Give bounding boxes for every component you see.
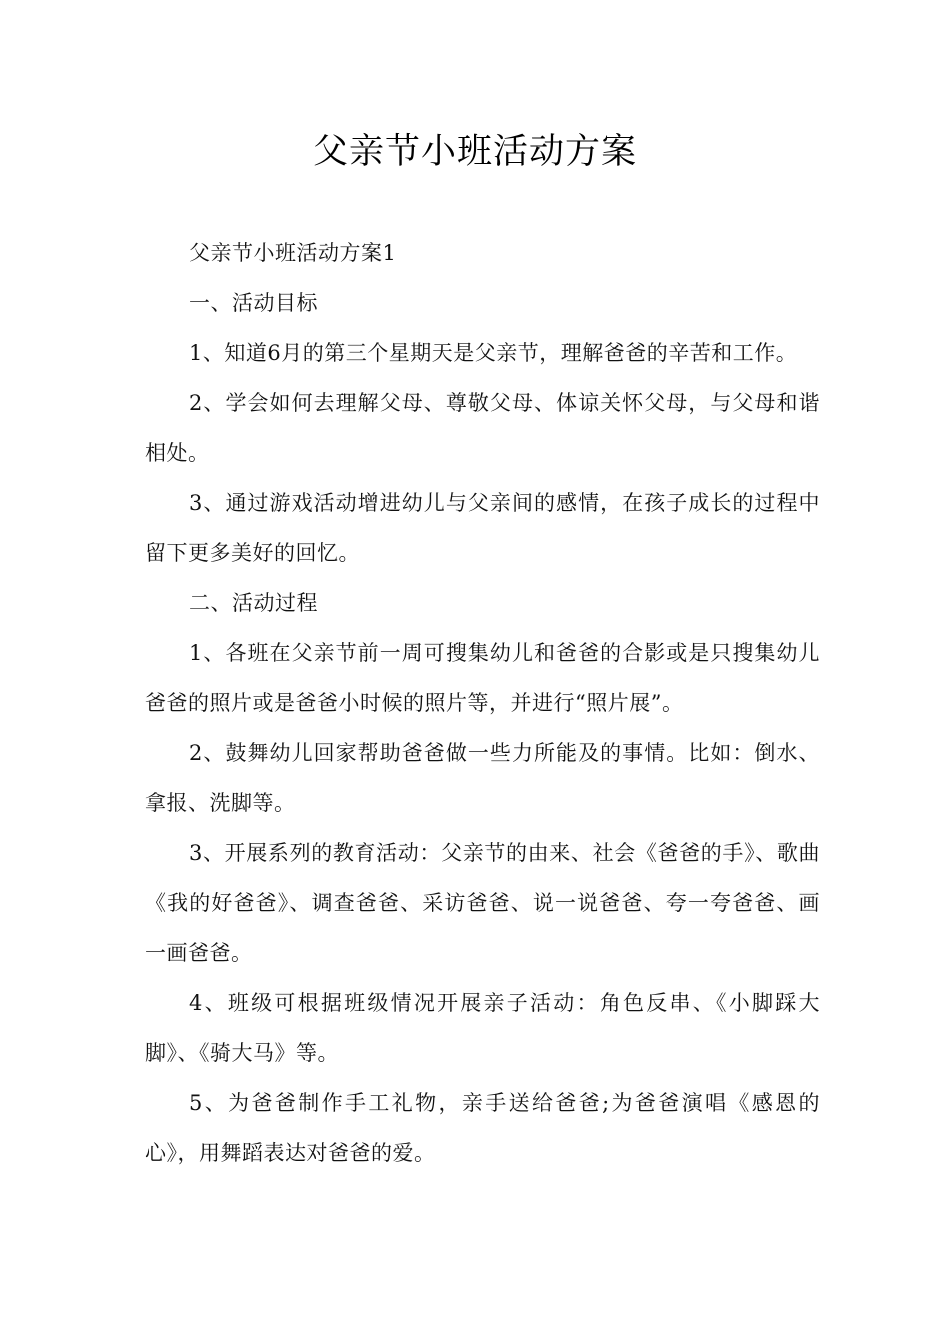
section-heading-plan-1: 父亲节小班活动方案1 bbox=[189, 241, 397, 265]
heading-activity-goals: 一、活动目标 bbox=[189, 291, 318, 315]
process-item-2: 2、鼓舞幼儿回家帮助爸爸做一些力所能及的事情。比如：倒水、拿报、洗脚等。 bbox=[145, 741, 820, 815]
goal-item-3: 3、通过游戏活动增进幼儿与父亲间的感情，在孩子成长的过程中留下更多美好的回忆。 bbox=[145, 491, 820, 565]
process-item-3: 3、开展系列的教育活动：父亲节的由来、社会《爸爸的手》、歌曲《我的好爸爸》、调查爸爸、采访爸爸、说一说爸爸、夸一夸爸爸、画一画爸爸。 bbox=[145, 841, 820, 965]
document-title: 父亲节小班活动方案 bbox=[312, 132, 637, 172]
goal-item-1: 1、知道6月的第三个星期天是父亲节，理解爸爸的辛苦和工作。 bbox=[189, 341, 798, 365]
goal-item-2: 2、学会如何去理解父母、尊敬父母、体谅关怀父母，与父母和谐相处。 bbox=[145, 391, 820, 465]
process-item-1: 1、各班在父亲节前一周可搜集幼儿和爸爸的合影或是只搜集幼儿爸爸的照片或是爸爸小时候的照片等，并进行“照片展”。 bbox=[145, 641, 820, 715]
process-item-4: 4、班级可根据班级情况开展亲子活动：角色反串、《小脚踩大脚》、《骑大马》等。 bbox=[145, 991, 820, 1065]
heading-activity-process: 二、活动过程 bbox=[189, 591, 318, 615]
document-body bbox=[145, 228, 820, 1178]
process-item-5: 5、为爸爸制作手工礼物，亲手送给爸爸;为爸爸演唱《感恩的心》，用舞蹈表达对爸爸的爱。 bbox=[145, 1091, 820, 1165]
